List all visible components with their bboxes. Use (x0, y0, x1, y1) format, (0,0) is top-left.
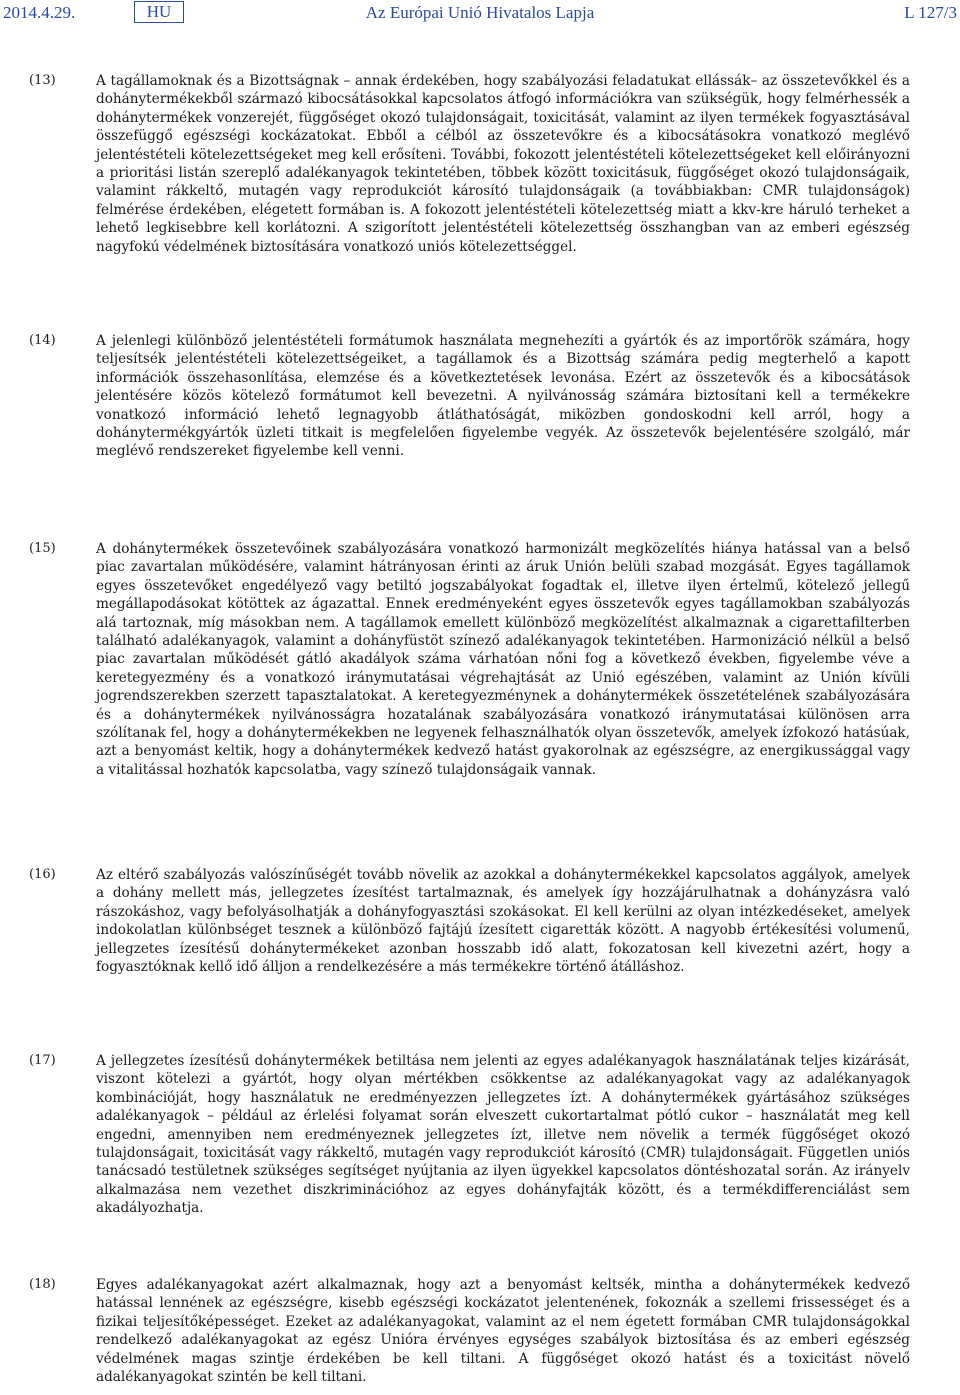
recital-number: (18) (29, 1277, 56, 1292)
publication-date: 2014.4.29. (3, 3, 76, 22)
recital-text: Egyes adalékanyagokat azért alkalmaznak, hogy azt a benyomást keltsék, mintha a dohánytermékek kedvező hatással lennének az egészségre, kisebb egészségi kockázatot jelentenének, fokoznák a szellemi frissességet és a fizikai teljesítőképességet. Ezeket az adalékanyagokat, valamint az el nem égetett formában CMR tulajdonságokkal rendelkező adalékanyagokat az egész Unióra érvényes egységes szabályok biztosítása és az emberi egészség védelmének magas szintje érdekében be kell tiltani. A függőséget okozó hatást és a toxicitást növelő adalékanyagokat szintén be kell tiltani. (96, 1277, 910, 1386)
recital-number: (17) (29, 1053, 56, 1068)
recital-text: A tagállamoknak és a Bizottságnak – annak érdekében, hogy szabályozási feladatukat ellássák– az összetevőkkel és a dohánytermékekből származó kibocsátásokkal kapcsolatos átfogó információkra van szükségük, hogy felmérhessék a dohánytermékek vonzerejét, függőséget okozó tulajdonságait, toxicitását, valamint az ilyen termékek fogyasztásával összefüggő egészségi kockázatokat. Ebből a célból az összetevőkre és a kibocsátásokra vonatkozó meglévő jelentéstételi kötelezettségeket meg kell erősíteni. További, fokozott jelentéstételi kötelezettségeket kell előirányozni a prioritási listán szereplő adalékanyagok tekintetében, többek között toxicitásuk, függőséget okozó tulajdonságaik, valamint rákkeltő, mutagén vagy reprodukciót károsító tulajdonságaik (a továbbiakban: CMR tulajdonságok) felmérése érdekében, elégetett formában is. A fokozott jelentéstételi kötelezettség miatt a kkv-kre háruló terheket a lehető legkisebbre kell korlátozni. A szigorított jelentéstételi kötelezettség összhangban van az emberi egészség nagyfokú védelmének biztosítására vonatkozó uniós kötelezettséggel. (96, 73, 910, 255)
recital-text: A dohánytermékek összetevőinek szabályozására vonatkozó harmonizált megközelítés hiánya hatással van a belső piac zavartalan működésére, valamint hátrányosan érinti az áruk Unión belüli szabad mozgását. Egyes tagállamok egyes összetevőket engedélyező vagy betiltó jogszabályokat fogadtak el, illetve ilyen értelmű, kötelező jellegű megállapodásokat kötöttek az ágazattal. Ennek eredményeként egyes összetevők egyes tagállamokban szabályozás alá tartoznak, míg másokban nem. A tagállamok emellett különböző megközelítést alkalmaznak a cigarettafilterben található adalékanyagok, valamint a dohányfüstöt színező adalékanyagok tekintetében. Harmonizáció nélkül a belső piac zavartalan működését gátló akadályok száma várhatóan nőni fog a következő években, figyelembe véve a keretegyezmény és a vonatkozó iránymutatásai végrehajtását az Unió egészében, valamint az Unión kívüli jogrendszerekben szerzett tapasztalatokat. A keretegyezménynek a dohánytermékek összetételének szabályozására és a dohánytermékek nyilvánosságra hozatalának szabályozására vonatkozó iránymutatásai különösen arra szólítanak fel, hogy a dohánytermékekben ne legyenek felhasználhatók olyan összetevők, amelyek ízfokozó hatásúak, azt a benyomást keltik, hogy a dohánytermékek kedvező hatást gyakorolnak az egészségre, az energikussággal vagy a vitalitással hozhatók kapcsolatba, vagy színező tulajdonságaik vannak. (96, 541, 910, 778)
page-number: L 127/3 (904, 3, 957, 22)
recital-number: (13) (29, 73, 56, 88)
recital-text: A jellegzetes ízesítésű dohánytermékek betiltása nem jelenti az egyes adalékanyagok használatának teljes kizárását, viszont kötelezi a gyártót, hogy olyan mértékben csökkentse az adalékanyagokat vagy az adalékanyagok kombinációját, hogy használatuk ne eredményezzen jellegzetes ízt. A dohánytermékek gyártásához szükséges adalékanyagok – például az érlelési folyamat során elveszett cukortartalmat pótló cukor – használatát meg kell engedni, amennyiben nem eredményeznek jellegzetes ízt, illetve nem növelik a termék függőséget okozó tulajdonságait, toxicitását vagy rákkeltő, mutagén vagy reprodukciót károsító (CMR) tulajdonságait. Független uniós tanácsadó testületnek szükséges segítséget nyújtania az ilyen ügyekkel kapcsolatos döntéshozatal során. Az irányelv alkalmazása nem vezethet diszkriminációhoz az egyes dohányfajták között, és a termékdifferenciálást sem akadályozhatja. (96, 1053, 910, 1217)
page-header (0, 0, 960, 40)
recital-text: Az eltérő szabályozás valószínűségét tovább növelik az azokkal a dohánytermékekkel kapcsolatos aggályok, amelyek a dohány mellett más, jellegzetes ízesítést tartalmaznak, és amelyek így hozzájárulhatnak a dohányzásra való rászokáshoz, vagy befolyásolhatják a dohányfogyasztási szokásokat. El kell kerülni az olyan intézkedéseket, amelyek indokolatlan különbséget tesznek a különböző fajtájú ízesített cigaretták között. A nagyobb értékesítési volumenű, jellegzetes ízesítésű dohánytermékeket azonban hosszabb idő alatt, fokozatosan kell kivezetni azért, hogy a fogyasztóknak kellő idő álljon a rendelkezésére a más termékekre történő átálláshoz. (96, 867, 910, 976)
recital-number: (16) (29, 867, 56, 882)
recital-number: (15) (29, 541, 56, 556)
language-badge: HU (134, 1, 184, 23)
journal-title: Az Európai Unió Hivatalos Lapja (365, 3, 595, 22)
recital-number: (14) (29, 333, 56, 348)
recital-text: A jelenlegi különböző jelentéstételi formátumok használata megnehezíti a gyártók és az importőrök számára, hogy teljesítsék jelentéstételi kötelezettségeiket, a tagállamok és a Bizottság számára pedig megterhelő a kapott információk összehasonlítása, elemzése és a következtetések levonása. Ezért az összetevők és a kibocsátások jelentésére közös kötelező formátumot kell bevezetni. A nyilvánosság számára biztosítani kell a termékekre vonatkozó információ lehető legnagyobb átláthatóságát, miközben gondoskodni kell arról, hogy a dohánytermékgyártók üzleti titkait is megfelelően figyelembe vegyék. Az összetevők bejelentésére szolgáló, már meglévő rendszereket figyelembe kell venni. (96, 333, 910, 460)
